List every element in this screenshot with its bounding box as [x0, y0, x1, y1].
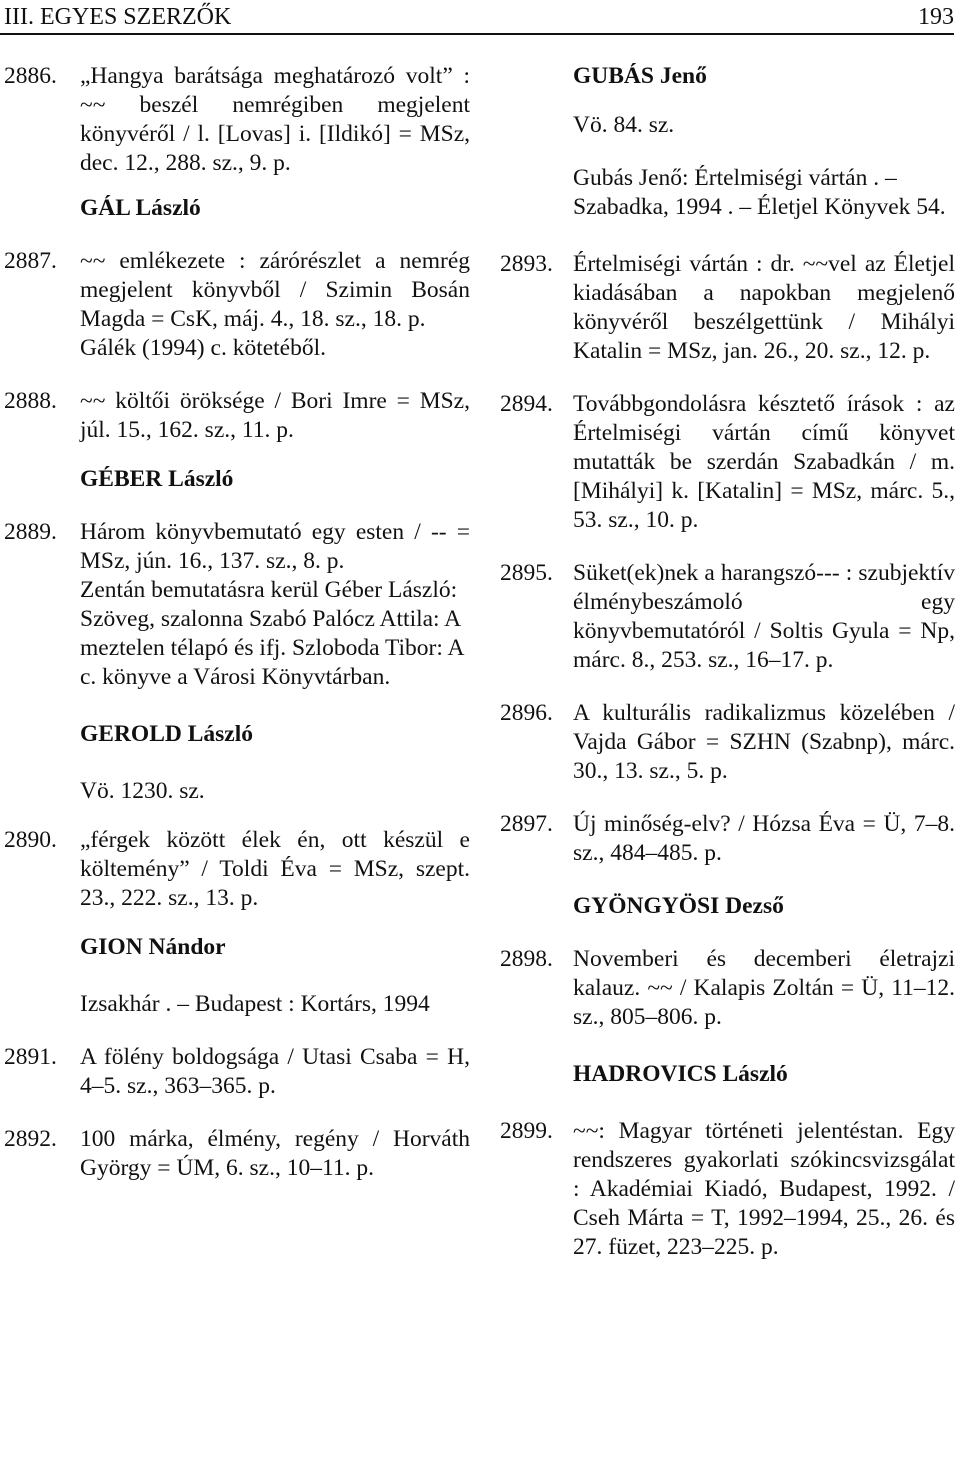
entry-2898: [500, 945, 955, 1032]
entry-number: 2894.: [500, 391, 553, 417]
book-record: Gubás Jenő: Értelmiségi vártán . – Szabadka, 1994 . – Életjel Könyvek 54.: [573, 165, 946, 220]
entry-number: 2899.: [500, 1118, 553, 1144]
entry-number: 2889.: [4, 519, 57, 545]
entry-number: 2891.: [4, 1044, 57, 1070]
entry-number: 2897.: [500, 811, 553, 837]
book-record: Izsakhár . – Budapest : Kortárs, 1994: [80, 991, 430, 1017]
entry-2899: [500, 1117, 955, 1262]
entry-number: 2898.: [500, 946, 553, 972]
author-heading: GUBÁS Jenő: [573, 63, 707, 89]
right-column: [500, 62, 955, 1262]
author-heading: GÉBER László: [80, 466, 234, 492]
entry-text: „férgek között élek én, ott készül e költemény” / Toldi Éva = MSz, szept. 23., 222. sz., 13. p.: [80, 827, 470, 911]
entry-2891: [0, 1043, 470, 1101]
entry-text: ~~ emlékezete : zárórészlet a nemrég megjelent könyvből / Szimin Bosán Magda = CsK, máj. 4., 18. sz., 18. p.: [80, 248, 470, 332]
running-header: [0, 2, 954, 35]
author-heading: GÁL László: [80, 195, 201, 221]
entry-note: Zentán bemutatásra kerül Géber László: Szöveg, szalonna Szabó Palócz Attila: A meztelen télapó és ifj. Szloboda Tibor: A c. könyve a Városi Könyvtárban.: [80, 577, 464, 690]
section-title: III. EGYES SZERZŐK: [4, 4, 232, 30]
entry-2890: [0, 826, 470, 913]
entry-number: 2887.: [4, 248, 57, 274]
left-column: [0, 62, 470, 1183]
entry-text: Süket(ek)nek a harangszó--- : szubjektív élménybeszámoló egy könyvbemutatóról / Soltis Gyula = Np, márc. 8., 253. sz., 16–17. p.: [573, 560, 955, 673]
entry-text: A fölény boldogsága / Utasi Csaba = H, 4–5. sz., 363–365. p.: [80, 1044, 470, 1099]
entry-text: Novemberi és decemberi életrajzi kalauz. ~~ / Kalapis Zoltán = Ü, 11–12. sz., 805–806. p.: [573, 946, 955, 1030]
entry-number: 2892.: [4, 1126, 57, 1152]
entry-text: Új minőség-elv? / Hózsa Éva = Ü, 7–8. sz., 484–485. p.: [573, 811, 955, 866]
entry-text: Három könyvbemutató egy esten / -- = MSz, jún. 16., 137. sz., 8. p.: [80, 519, 470, 574]
entry-number: 2886.: [4, 63, 57, 89]
author-heading: GYÖNGYÖSI Dezső: [573, 893, 784, 919]
entry-note: Gálék (1994) c. kötetéből.: [80, 335, 327, 361]
entry-number: 2890.: [4, 827, 57, 853]
entry-text: Továbbgondolásra késztető írások : az Értelmiségi vártán című könyvet mutatták be szerdán Szabadkán / m. [Mihályi] k. [Katalin] = MSz, márc. 5., 53. sz., 10. p.: [573, 391, 955, 533]
entry-number: 2896.: [500, 700, 553, 726]
entry-2895: [500, 559, 955, 675]
entry-text: ~~ költői öröksége / Bori Imre = MSz, júl. 15., 162. sz., 11. p.: [80, 388, 470, 443]
page-number: 193: [918, 4, 954, 30]
cross-reference: Vö. 84. sz.: [573, 112, 675, 138]
entry-2889: [0, 518, 470, 576]
entry-number: 2888.: [4, 388, 57, 414]
author-heading: GION Nándor: [80, 934, 226, 960]
entry-2887: [0, 247, 470, 334]
entry-text: ~~: Magyar történeti jelentéstan. Egy rendszeres gyakorlati szókincsvizsgálat : Akadémiai Kiadó, Budapest, 1992. / Cseh Márta = T, 1992–1994, 25., 26. és 27. füzet, 223–225. p.: [573, 1118, 955, 1260]
entry-text: „Hangya barátsága meghatározó volt” : ~~ beszél nemrégiben megjelent könyvéről / l. [Lovas] i. [Ildikó] = MSz, dec. 12., 288. sz., 9. p.: [80, 63, 470, 176]
author-heading: GEROLD László: [80, 721, 254, 747]
entry-2894: [500, 390, 955, 535]
entry-2892: [0, 1125, 470, 1183]
cross-reference: Vö. 1230. sz.: [80, 778, 205, 804]
entry-2888: [0, 387, 470, 445]
entry-text: A kulturális radikalizmus közelében / Vajda Gábor = SZHN (Szabnp), márc. 30., 13. sz., 5. p.: [573, 700, 955, 784]
entry-2886: [0, 62, 470, 178]
entry-number: 2895.: [500, 560, 553, 586]
author-heading: HADROVICS László: [573, 1061, 788, 1087]
entry-2893: [500, 250, 955, 366]
entry-2896: [500, 699, 955, 786]
entry-2897: [500, 810, 955, 868]
entry-text: Értelmiségi vártán : dr. ~~vel az Életjel kiadásában a napokban megjelenő könyvéről beszélgettünk / Mihályi Katalin = MSz, jan. 26., 20. sz., 12. p.: [573, 251, 955, 364]
entry-text: 100 márka, élmény, regény / Horváth György = ÚM, 6. sz., 10–11. p.: [80, 1126, 470, 1181]
entry-number: 2893.: [500, 251, 553, 277]
